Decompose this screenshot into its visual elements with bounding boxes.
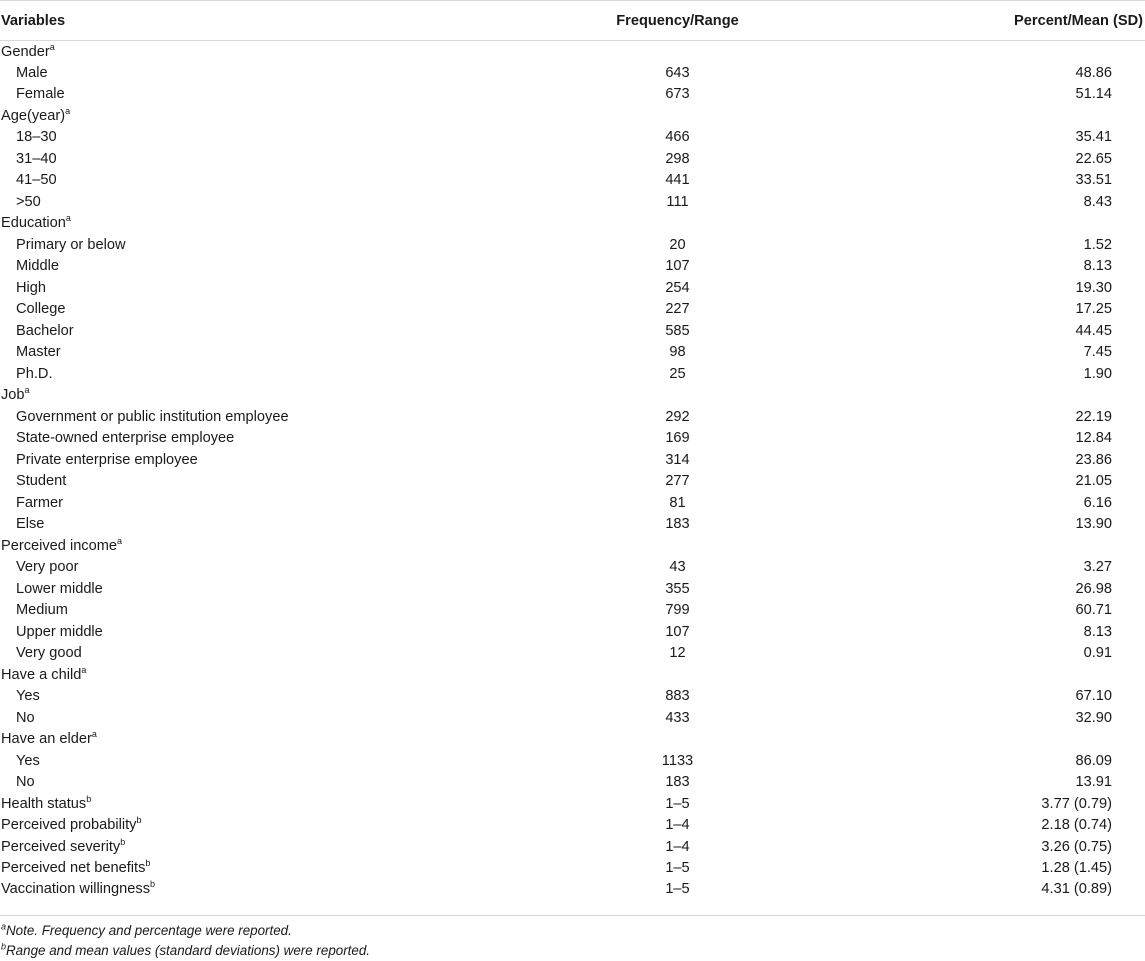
percent-cell: 12.84 <box>1075 430 1112 447</box>
table-row <box>0 170 1145 192</box>
variable-cell <box>0 191 520 213</box>
table-row <box>0 471 1145 493</box>
table-row <box>0 492 1145 514</box>
footnote-marker: a <box>24 385 30 396</box>
percent-cell <box>835 535 1145 557</box>
percent-cell: 44.45 <box>1075 322 1112 339</box>
percent-cell: 51.14 <box>1075 86 1112 103</box>
frequency-cell: 1–4 <box>665 838 690 855</box>
variable-cell <box>0 213 520 235</box>
note-a-text: Note. Frequency and percentage were reported. <box>6 923 292 938</box>
percent-cell <box>835 213 1145 235</box>
table-row <box>0 514 1145 536</box>
frequency-cell: 799 <box>665 602 690 619</box>
variable-label: Lower middle <box>16 580 103 597</box>
frequency-cell: 227 <box>665 301 690 318</box>
variable-label: No <box>16 774 35 791</box>
variable-cell <box>0 858 520 880</box>
table-row <box>0 191 1145 213</box>
frequency-cell: 292 <box>665 408 690 425</box>
footnote-marker: a <box>91 729 97 740</box>
frequency-cell: 277 <box>665 473 690 490</box>
frequency-cell: 355 <box>665 580 690 597</box>
variable-cell <box>0 514 520 536</box>
table-row <box>0 449 1145 471</box>
table-row <box>0 664 1145 686</box>
table-row <box>0 643 1145 665</box>
variable-label: Education <box>1 215 66 232</box>
variable-cell <box>0 793 520 815</box>
variable-cell <box>0 815 520 837</box>
variable-label: Age(year) <box>1 107 66 124</box>
frequency-cell: 81 <box>669 494 686 511</box>
variable-cell <box>0 84 520 106</box>
variable-cell <box>0 686 520 708</box>
percent-cell: 33.51 <box>1075 172 1112 189</box>
variable-cell <box>0 299 520 321</box>
frequency-cell: 254 <box>665 279 690 296</box>
table-notes <box>1 921 370 961</box>
percent-cell: 32.90 <box>1075 709 1112 726</box>
footnote-marker: b <box>86 793 92 804</box>
percent-cell: 3.26 (0.75) <box>1041 838 1112 855</box>
table-row <box>0 234 1145 256</box>
variable-cell <box>0 41 520 63</box>
variable-label: Perceived probability <box>1 817 137 834</box>
variable-cell <box>0 428 520 450</box>
header-percent-mean: Percent/Mean (SD) <box>835 1 1145 41</box>
frequency-cell: 1133 <box>661 752 694 769</box>
percent-cell: 22.65 <box>1075 150 1112 167</box>
variable-cell <box>0 342 520 364</box>
frequency-cell: 111 <box>666 193 689 210</box>
table-header-row <box>0 1 1145 41</box>
variable-label: Student <box>16 473 67 490</box>
variable-cell <box>0 664 520 686</box>
table-body <box>0 41 1145 902</box>
variable-cell <box>0 363 520 385</box>
frequency-cell <box>520 105 835 127</box>
variable-label: Bachelor <box>16 322 74 339</box>
variable-label: Else <box>16 516 45 533</box>
frequency-cell: 25 <box>669 365 686 382</box>
variable-label: Government or public institution employee <box>16 408 289 425</box>
variable-label: Perceived income <box>1 537 117 554</box>
variable-label: Gender <box>1 43 50 60</box>
table-row <box>0 750 1145 772</box>
percent-cell: 8.13 <box>1083 623 1112 640</box>
variable-cell <box>0 643 520 665</box>
percent-cell: 60.71 <box>1075 602 1112 619</box>
percent-cell: 13.91 <box>1075 774 1112 791</box>
percent-cell: 6.16 <box>1083 494 1112 511</box>
variable-label: College <box>16 301 66 318</box>
frequency-cell: 433 <box>665 709 690 726</box>
variable-cell <box>0 535 520 557</box>
variable-label: Master <box>16 344 61 361</box>
table-row <box>0 858 1145 880</box>
table-row <box>0 320 1145 342</box>
table-row <box>0 127 1145 149</box>
frequency-cell <box>520 664 835 686</box>
variable-label: Female <box>16 86 65 103</box>
percent-cell: 13.90 <box>1075 516 1112 533</box>
percent-cell: 1.52 <box>1083 236 1112 253</box>
table-row <box>0 62 1145 84</box>
variable-cell <box>0 471 520 493</box>
variable-label: Ph.D. <box>16 365 53 382</box>
table-row <box>0 385 1145 407</box>
header-variables: Variables <box>0 1 520 41</box>
footnote-marker: b <box>136 815 142 826</box>
variable-cell <box>0 750 520 772</box>
variable-label: 31–40 <box>16 150 57 167</box>
frequency-cell: 169 <box>665 430 690 447</box>
table-row <box>0 729 1145 751</box>
percent-cell: 1.28 (1.45) <box>1041 860 1112 877</box>
variable-label: Yes <box>16 752 40 769</box>
percent-cell: 23.86 <box>1075 451 1112 468</box>
variable-cell <box>0 621 520 643</box>
table-row <box>0 772 1145 794</box>
note-a-mark: a <box>1 921 7 932</box>
frequency-cell: 20 <box>669 236 686 253</box>
frequency-cell: 12 <box>669 645 686 662</box>
frequency-cell <box>520 535 835 557</box>
variable-label: Health status <box>1 795 87 812</box>
variable-cell <box>0 105 520 127</box>
variable-label: Very good <box>16 645 82 662</box>
note-b-text: Range and mean values (standard deviations) were reported. <box>6 943 371 958</box>
variable-label: Farmer <box>16 494 64 511</box>
variable-label: Perceived severity <box>1 838 121 855</box>
variable-cell <box>0 492 520 514</box>
table-row <box>0 363 1145 385</box>
percent-cell: 35.41 <box>1075 129 1112 146</box>
table-row <box>0 557 1145 579</box>
variable-cell <box>0 557 520 579</box>
footnote-marker: b <box>145 858 151 869</box>
table-row <box>0 342 1145 364</box>
footnote-marker: a <box>65 213 71 224</box>
variable-cell <box>0 729 520 751</box>
percent-cell: 67.10 <box>1075 688 1112 705</box>
percent-cell: 21.05 <box>1075 473 1112 490</box>
variable-cell <box>0 127 520 149</box>
variable-label: Private enterprise employee <box>16 451 198 468</box>
variable-cell <box>0 707 520 729</box>
table-row <box>0 256 1145 278</box>
variable-cell <box>0 449 520 471</box>
percent-cell: 17.25 <box>1075 301 1112 318</box>
table-row <box>0 578 1145 600</box>
footnote-marker: a <box>65 105 71 116</box>
percent-cell: 26.98 <box>1075 580 1112 597</box>
variable-label: Middle <box>16 258 59 275</box>
table-row <box>0 879 1145 901</box>
table-row <box>0 148 1145 170</box>
frequency-cell: 673 <box>665 86 690 103</box>
percent-cell: 7.45 <box>1083 344 1112 361</box>
percent-cell <box>835 385 1145 407</box>
frequency-cell: 643 <box>665 64 690 81</box>
frequency-cell: 441 <box>665 172 690 189</box>
percent-cell: 4.31 (0.89) <box>1041 881 1112 897</box>
percent-cell: 3.27 <box>1083 559 1112 576</box>
variable-cell <box>0 578 520 600</box>
percent-cell <box>835 41 1145 63</box>
footnote-marker: b <box>150 879 156 890</box>
percent-cell: 8.43 <box>1083 193 1112 210</box>
percent-cell: 3.77 (0.79) <box>1041 795 1112 812</box>
table-row <box>0 406 1145 428</box>
frequency-cell: 43 <box>669 559 686 576</box>
frequency-cell: 1–5 <box>665 860 690 877</box>
table-row <box>0 836 1145 858</box>
note-b <box>1 941 370 961</box>
frequency-cell: 98 <box>669 344 686 361</box>
variable-label: Medium <box>16 602 68 619</box>
variable-cell <box>0 256 520 278</box>
variable-cell <box>0 406 520 428</box>
frequency-cell: 1–5 <box>665 795 690 812</box>
percent-cell: 2.18 (0.74) <box>1041 817 1112 834</box>
frequency-cell <box>520 729 835 751</box>
percent-cell: 22.19 <box>1075 408 1112 425</box>
variable-label: State-owned enterprise employee <box>16 430 235 447</box>
variable-label: 41–50 <box>16 172 57 189</box>
table-row <box>0 277 1145 299</box>
variable-label: Male <box>16 64 48 81</box>
variable-label: No <box>16 709 35 726</box>
variable-cell <box>0 170 520 192</box>
percent-cell <box>835 664 1145 686</box>
variable-label: Job <box>1 387 25 404</box>
variable-cell <box>0 836 520 858</box>
table-row <box>0 428 1145 450</box>
percent-cell <box>835 729 1145 751</box>
frequency-cell: 1–4 <box>665 817 690 834</box>
percent-cell: 8.13 <box>1083 258 1112 275</box>
table-row <box>0 600 1145 622</box>
variable-label: Yes <box>16 688 40 705</box>
variable-cell <box>0 600 520 622</box>
frequency-cell: 314 <box>665 451 690 468</box>
variable-label: Have an elder <box>1 731 92 748</box>
table-row <box>0 213 1145 235</box>
frequency-cell <box>520 41 835 63</box>
table-row <box>0 535 1145 557</box>
frequency-cell: 466 <box>665 129 690 146</box>
variable-label: Primary or below <box>16 236 126 253</box>
variable-label: Very poor <box>16 559 79 576</box>
frequency-cell: 298 <box>665 150 690 167</box>
frequency-cell: 183 <box>665 516 690 533</box>
table-row <box>0 815 1145 837</box>
percent-cell: 86.09 <box>1075 752 1112 769</box>
frequency-cell: 585 <box>665 322 690 339</box>
table-row <box>0 299 1145 321</box>
variable-label: High <box>16 279 47 296</box>
table-row <box>0 793 1145 815</box>
variable-label: Upper middle <box>16 623 103 640</box>
frequency-cell: 107 <box>665 258 690 275</box>
table-row <box>0 84 1145 106</box>
footnote-marker: b <box>120 836 126 847</box>
variable-cell <box>0 62 520 84</box>
frequency-cell: 1–5 <box>665 881 690 897</box>
header-frequency-range: Frequency/Range <box>520 1 835 41</box>
percent-cell: 19.30 <box>1075 279 1112 296</box>
percent-cell: 48.86 <box>1075 64 1112 81</box>
variable-label: Have a child <box>1 666 82 683</box>
footnote-marker: a <box>117 535 123 546</box>
variable-cell <box>0 879 520 901</box>
variable-label: Vaccination willingness <box>1 881 150 897</box>
variable-cell <box>0 772 520 794</box>
frequency-cell: 883 <box>665 688 690 705</box>
variable-label: 18–30 <box>16 129 57 146</box>
table-row <box>0 707 1145 729</box>
footnote-marker: a <box>49 41 55 52</box>
percent-cell <box>835 105 1145 127</box>
table-bottom-rule <box>0 915 1145 916</box>
percent-cell: 1.90 <box>1083 365 1112 382</box>
footnote-marker: a <box>81 664 87 675</box>
table-row <box>0 41 1145 63</box>
percent-cell: 0.91 <box>1083 645 1112 662</box>
frequency-cell <box>520 385 835 407</box>
frequency-cell: 183 <box>665 774 690 791</box>
note-b-mark: b <box>1 941 7 952</box>
table-row <box>0 686 1145 708</box>
note-a <box>1 921 370 941</box>
variable-cell <box>0 320 520 342</box>
variable-cell <box>0 277 520 299</box>
table-row <box>0 621 1145 643</box>
variable-cell <box>0 148 520 170</box>
frequency-cell <box>520 213 835 235</box>
frequency-cell: 107 <box>665 623 690 640</box>
variable-label: >50 <box>16 193 41 210</box>
variable-cell <box>0 234 520 256</box>
variable-cell <box>0 385 520 407</box>
variable-label: Perceived net benefits <box>1 860 146 877</box>
table-row <box>0 105 1145 127</box>
